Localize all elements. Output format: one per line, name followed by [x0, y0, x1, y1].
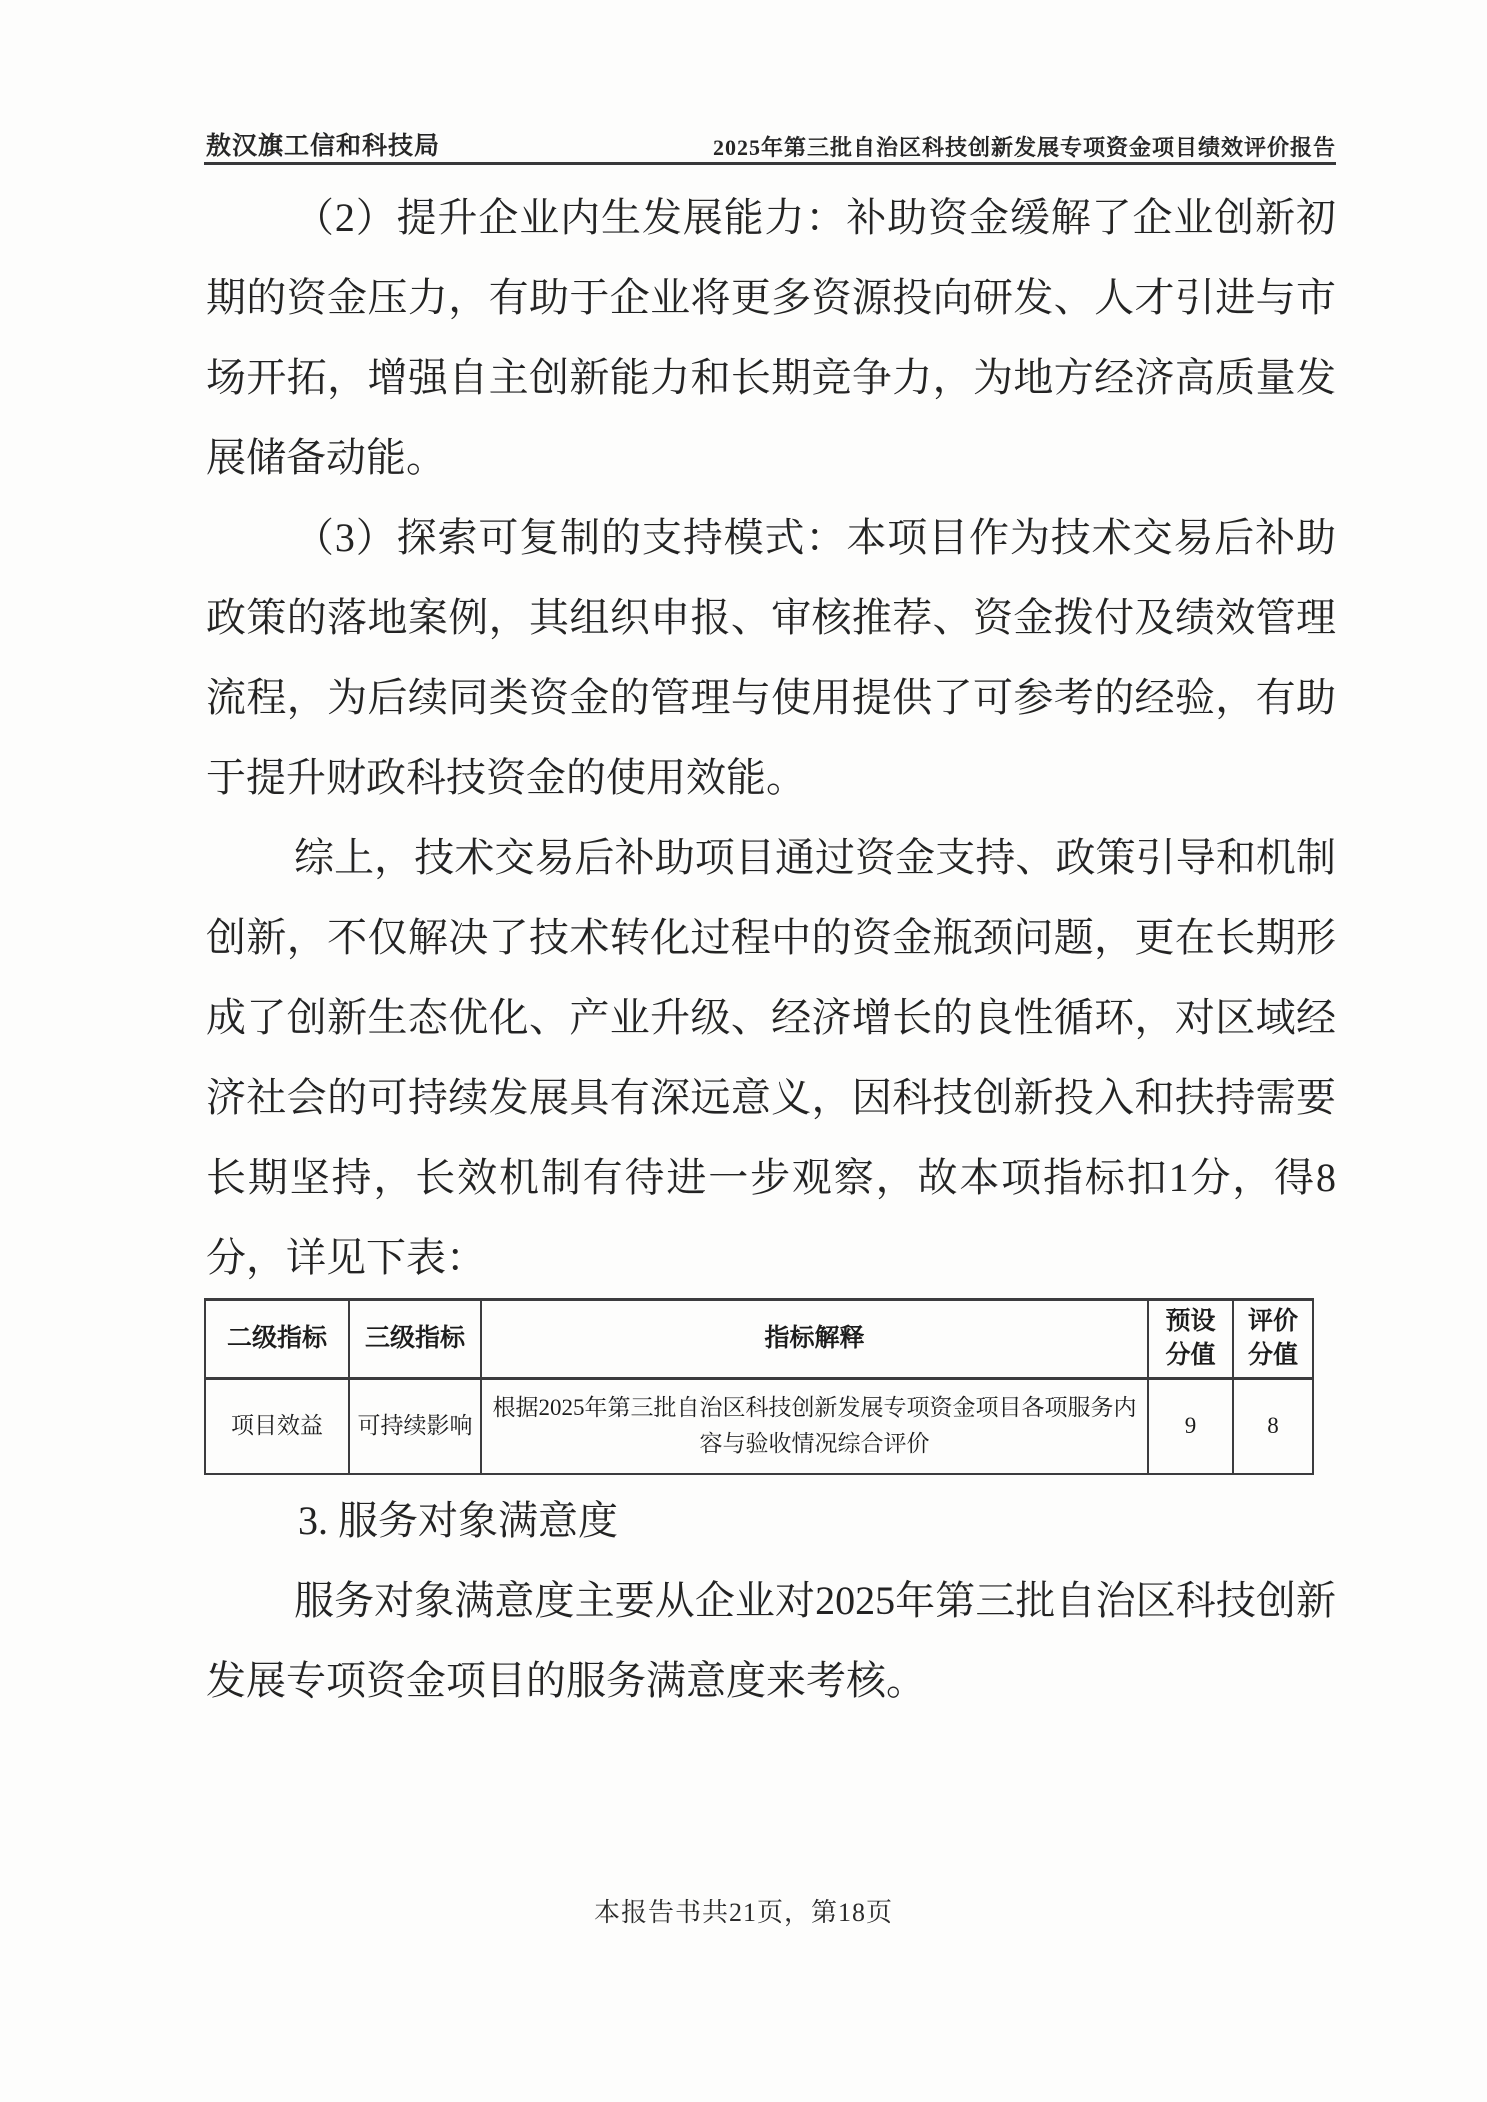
col-header-preset-score: 预设分值: [1148, 1300, 1233, 1379]
document-body: [206, 178, 1336, 1721]
cell-evaluated-score: 8: [1233, 1379, 1313, 1474]
cell-indicator-explanation: 根据2025年第三批自治区科技创新发展专项资金项目各项服务内容与验收情况综合评价: [481, 1379, 1148, 1474]
col-header-indicator-explanation: 指标解释: [481, 1300, 1148, 1379]
paragraph-replicable-model: （3）探索可复制的支持模式：本项目作为技术交易后补助政策的落地案例，其组织申报、审核推荐、资金拨付及绩效管理流程，为后续同类资金的管理与使用提供了可参考的经验，有助于提升财政科技资金的使用效能。: [206, 515, 1336, 800]
page-header: [206, 128, 1336, 162]
header-report-title: 2025年第三批自治区科技创新发展专项资金项目绩效评价报告: [712, 135, 1336, 160]
paragraph-satisfaction-assessment: 服务对象满意度主要从企业对2025年第三批自治区科技创新发展专项资金项目的服务满意度来考核。: [206, 1577, 1336, 1703]
header-rule: [204, 162, 1336, 165]
table-header-row: [205, 1300, 1313, 1379]
header-agency-name: 敖汉旗工信和科技局: [206, 133, 441, 160]
paragraph-summary-score: 综上，技术交易后补助项目通过资金支持、政策引导和机制创新，不仅解决了技术转化过程中的资金瓶颈问题，更在长期形成了创新生态优化、产业升级、经济增长的良性循环，对区域经济社会的可持续发展具有深远意义，因科技创新投入和扶持需要长期坚持，长效机制有待进一步观察，故本项指标扣1分，得8分，详见下表：: [206, 835, 1336, 1280]
col-header-tertiary-indicator: 三级指标: [349, 1300, 481, 1379]
col-header-secondary-indicator: 二级指标: [205, 1300, 349, 1379]
table-row: [205, 1379, 1313, 1474]
cell-preset-score: 9: [1148, 1379, 1233, 1474]
cell-secondary-indicator: 项目效益: [205, 1379, 349, 1474]
cell-tertiary-indicator: 可持续影响: [349, 1379, 481, 1474]
paragraph-enterprise-capability: （2）提升企业内生发展能力：补助资金缓解了企业创新初期的资金压力，有助于企业将更多资源投向研发、人才引进与市场开拓，增强自主创新能力和长期竞争力，为地方经济高质量发展储备动能。: [206, 195, 1336, 480]
section-heading-satisfaction: 3. 服务对象满意度: [298, 1497, 618, 1543]
col-header-evaluated-score: 评价分值: [1233, 1300, 1313, 1379]
footer-page-number: 本报告书共21页，第18页: [593, 1898, 893, 1927]
indicator-score-table: [204, 1298, 1314, 1475]
